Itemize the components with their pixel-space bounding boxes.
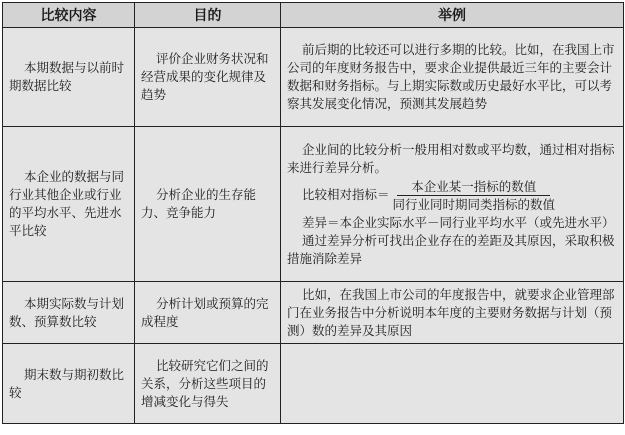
- example-text: 前后期的比较还可以进行多期的比较。比如，在我国上市公司的年度财务报告中，要求企业提供最近三年的主要会计数据和财务指标。与上期实际数或历史最好水平比，可以考察其发展变化情况，预测其发展趋势: [287, 42, 615, 111]
- purpose-cell: [135, 344, 281, 424]
- header-example: 举例: [281, 3, 624, 28]
- example-cell: [281, 344, 624, 424]
- header-row: [3, 3, 624, 28]
- purpose-text: 比较研究它们之间的关系，分析这些项目的增减变化与得失: [141, 357, 269, 409]
- example-cell: [281, 282, 624, 344]
- header-purpose: 目的: [135, 3, 281, 28]
- content-text: 本期实际数与计划数、预算数比较: [9, 295, 125, 329]
- table-row: [3, 28, 624, 127]
- content-cell: [3, 344, 135, 424]
- example-cell: [281, 127, 624, 282]
- purpose-text: 分析企业的生存能力、竞争能力: [141, 187, 257, 220]
- difference-formula: 差异＝本企业实际水平－同行业平均水平（或先进水平）: [302, 214, 615, 230]
- content-cell: [3, 127, 135, 282]
- formula-label: 比较相对指标＝: [302, 187, 390, 202]
- purpose-cell: [135, 127, 281, 282]
- header-content: 比较内容: [3, 3, 135, 28]
- formula-fraction: [393, 178, 556, 213]
- purpose-cell: [135, 282, 281, 344]
- example-cell: [281, 28, 624, 127]
- example-text: 比如，在我国上市公司的年度报告中，就要求企业管理部门在业务报告中分析说明本年度的主要财务数据与计划（预测）数的差异及其原因: [287, 286, 615, 338]
- table-row: [3, 344, 624, 424]
- purpose-text: 评价企业财务状况和经营成果的变化规律及趋势: [141, 51, 269, 102]
- purpose-cell: [135, 28, 281, 127]
- table-row: [3, 282, 624, 344]
- relative-index-formula: [287, 178, 617, 213]
- content-text: 期末数与期初数比较: [9, 366, 125, 400]
- formula-denominator: 同行业同时期同类指标的数值: [392, 196, 556, 212]
- comparison-table: [2, 2, 624, 424]
- content-text: 本企业的数据与同行业其他企业或行业的平均水平、先进水平比较: [9, 169, 125, 238]
- table-row: [3, 127, 624, 282]
- formula-numerator: 本企业某一指标的数值: [397, 178, 550, 196]
- purpose-text: 分析计划或预算的完成程度: [141, 295, 269, 329]
- content-cell: [3, 28, 135, 127]
- example-intro: 企业间的比较分析一般用相对数或平均数，通过相对指标来进行差异分析。: [287, 141, 615, 175]
- content-cell: [3, 282, 135, 344]
- example-outro: 通过差异分析可找出企业存在的差距及其原因，采取积极措施消除差异: [287, 232, 615, 266]
- content-text: 本期数据与以前时期数据比较: [9, 60, 125, 93]
